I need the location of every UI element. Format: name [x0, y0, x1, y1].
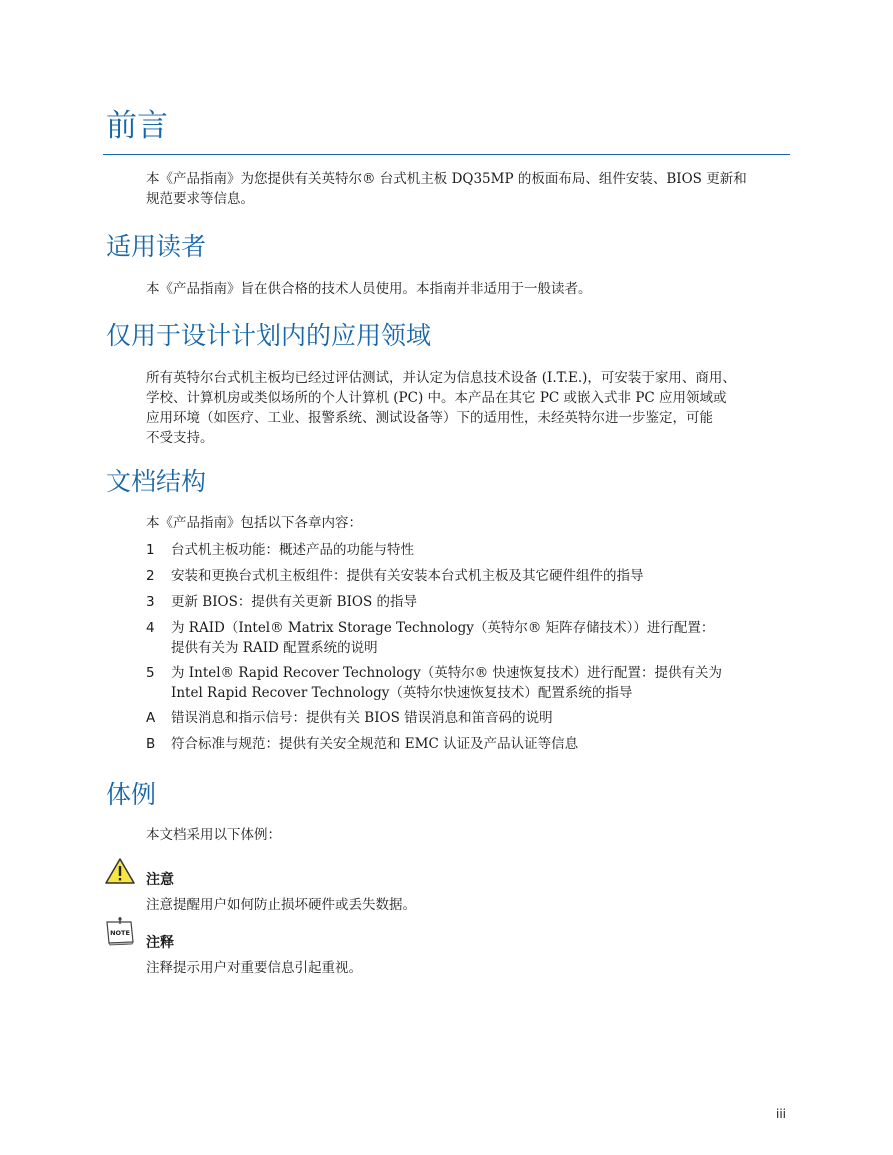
audience-paragraph [146, 279, 796, 299]
list-item-number: B [146, 736, 156, 752]
list-item [146, 540, 796, 560]
note-icon-text: NOTE [110, 929, 130, 937]
list-item [146, 618, 796, 658]
warning-triangle-icon [104, 857, 136, 885]
list-item-number: 1 [146, 542, 155, 558]
conventions-intro [146, 825, 796, 845]
usage-line: 所有英特尔台式机主板均已经过评估测试，并认定为信息技术设备 (I.T.E.)，可安装于家用、商用、 [146, 370, 736, 386]
usage-line: 应用环境（如医疗、工业、报警系统、测试设备等）下的适用性，未经英特尔进一步鉴定，可能 [146, 410, 713, 426]
caution-label: 注意 [146, 872, 174, 888]
note-text [146, 958, 796, 978]
title-rule [103, 154, 790, 155]
list-item-text: 为 RAID（Intel® Matrix Storage Technology（英特尔® 矩阵存储技术））进行配置： [171, 620, 715, 636]
heading-usage: 仅用于设计计划内的应用领域 [106, 321, 432, 350]
list-item-text: 符合标准与规范：提供有关安全规范和 EMC 认证及产品认证等信息 [171, 736, 579, 752]
list-item-number: 3 [146, 594, 155, 610]
usage-line: 不受支持。 [146, 430, 214, 446]
list-item-text: 更新 BIOS：提供有关更新 BIOS 的指导 [171, 594, 418, 610]
list-item-text: 台式机主板功能：概述产品的功能与特性 [171, 542, 414, 558]
structure-intro [146, 513, 796, 533]
audience-line: 本《产品指南》旨在供合格的技术人员使用。本指南并非适用于一般读者。 [146, 281, 592, 297]
chapter-list [146, 540, 796, 760]
list-item-text: 安装和更换台式机主板组件：提供有关安装本台式机主板及其它硬件组件的指导 [171, 568, 644, 584]
intro-line: 规范要求等信息。 [146, 191, 254, 207]
list-item-number: 5 [146, 665, 155, 681]
list-item [146, 663, 796, 703]
list-item-number: 2 [146, 568, 155, 584]
list-item-text: 为 Intel® Rapid Recover Technology（英特尔® 快速恢复技术）进行配置：提供有关为 [171, 665, 722, 681]
page-number: iii [776, 1107, 787, 1121]
list-item [146, 566, 796, 586]
note-text-line: 注释提示用户对重要信息引起重视。 [146, 960, 362, 976]
list-item [146, 592, 796, 612]
intro-paragraph [146, 169, 796, 209]
page-title: 前言 [106, 108, 168, 144]
list-item [146, 734, 796, 754]
heading-structure: 文档结构 [106, 467, 207, 496]
caution-text [146, 895, 796, 915]
list-item-text: 提供有关为 RAID 配置系统的说明 [171, 640, 378, 656]
usage-paragraph [146, 368, 796, 448]
heading-audience: 适用读者 [106, 232, 207, 261]
list-item-text: Intel Rapid Recover Technology（英特尔快速恢复技术）配置系统的指导 [171, 685, 633, 701]
intro-line: 本《产品指南》为您提供有关英特尔® 台式机主板 DQ35MP 的板面布局、组件安装、BIOS 更新和 [146, 171, 747, 187]
structure-intro-line: 本《产品指南》包括以下各章内容： [146, 515, 362, 531]
list-item-text: 错误消息和指示信号：提供有关 BIOS 错误消息和笛音码的说明 [171, 710, 553, 726]
heading-conventions: 体例 [106, 780, 157, 809]
note-label: 注释 [146, 935, 174, 951]
conventions-intro-line: 本文档采用以下体例： [146, 827, 281, 843]
list-item-number: 4 [146, 620, 155, 636]
note-pad-icon [104, 916, 136, 946]
list-item [146, 708, 796, 728]
usage-line: 学校、计算机房或类似场所的个人计算机 (PC) 中。本产品在其它 PC 或嵌入式非 PC 应用领域或 [146, 390, 727, 406]
caution-text-line: 注意提醒用户如何防止损坏硬件或丢失数据。 [146, 897, 416, 913]
list-item-number: A [146, 710, 156, 726]
